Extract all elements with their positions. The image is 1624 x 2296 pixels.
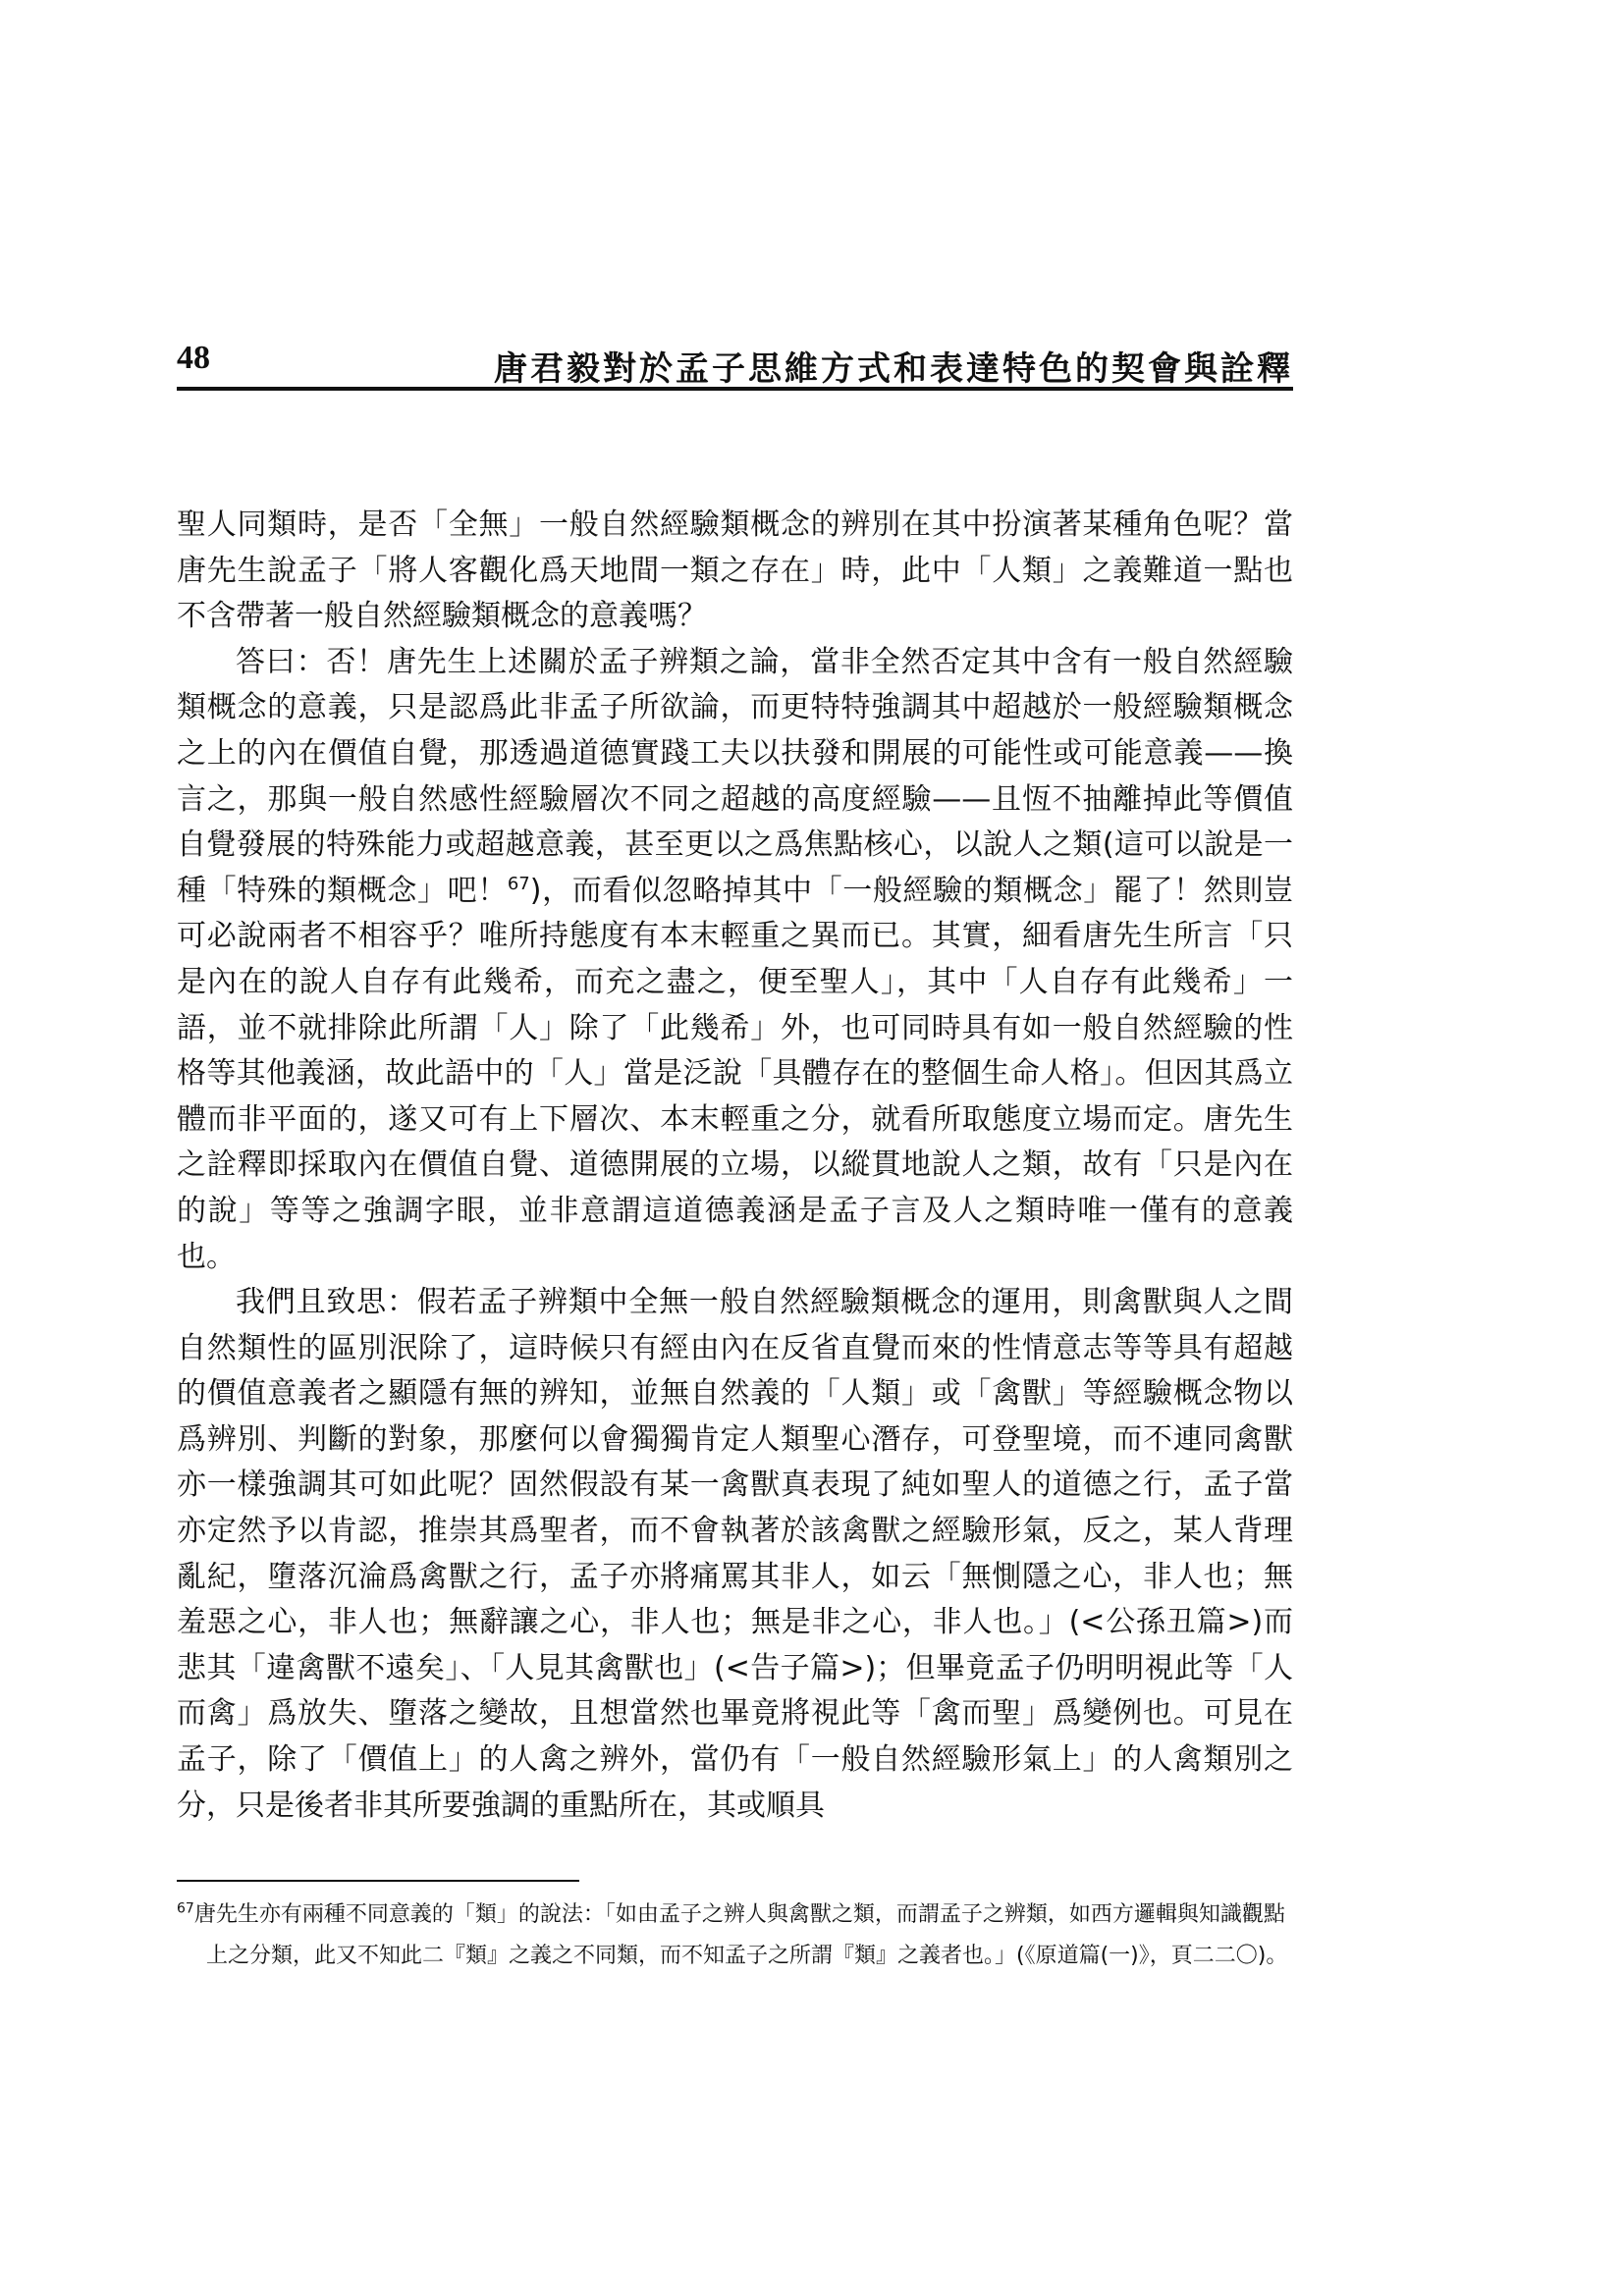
main-text <box>177 503 1293 1829</box>
running-title: 唐君毅對於孟子思維方式和表達特色的契會與詮釋 <box>494 349 1293 389</box>
footnote-reference: 67 <box>507 873 530 894</box>
footnote <box>177 1895 1293 1977</box>
paragraph-3: 我們且致思：假若孟子辨類中全無一般自然經驗類概念的運用，則禽獸與人之間自然類性的區別泯除了，這時候只有經由內在反省直覺而來的性情意志等等具有超越的價值意義者之顯隱有無的辨知，並無自然義的「人類」或「禽獸」等經驗概念物以爲辨別、判斷的對象，那麼何以會獨獨肯定人類聖心潛存，可登聖境，而不連同禽獸亦一樣強調其可如此呢？固然假設有某一禽獸真表現了純如聖人的道德之行，孟子當亦定然予以肯認，推崇其爲聖者，而不會執著於該禽獸之經驗形氣，反之，某人背理亂紀，墮落沉淪爲禽獸之行，孟子亦將痛罵其非人，如云「無惻隱之心，非人也；無羞惡之心，非人也；無辭讓之心，非人也；無是非之心，非人也。」(<公孫丑篇>)而悲其「違禽獸不遠矣」、「人見其禽獸也」(<告子篇>)；但畢竟孟子仍明明視此等「人而禽」爲放失、墮落之變故，且想當然也畢竟將視此等「禽而聖」爲變例也。可見在孟子，除了「價值上」的人禽之辨外，當仍有「一般自然經驗形氣上」的人禽類別之分，只是後者非其所要強調的重點所在，其或順具 <box>177 1285 1293 1823</box>
paragraph-2 <box>177 640 1293 1280</box>
footnote-divider <box>177 1880 579 1882</box>
page-header <box>177 340 1293 391</box>
footnote-text: 唐先生亦有兩種不同意義的「類」的說法：「如由孟子之辨人與禽獸之類，而謂孟子之辨類，如西方邏輯與知識觀點上之分類，此又不知此二『類』之義之不同類，而不知孟子之所謂『類』之義者也。」(《原道篇(一)》，頁二二〇)。 <box>193 1902 1288 1968</box>
footnote-marker: 67 <box>177 1900 194 1917</box>
paragraph-1: 聖人同類時，是否「全無」一般自然經驗類概念的辨別在其中扮演著某種角色呢？當唐先生說孟子「將人客觀化爲天地間一類之存在」時，此中「人類」之義難道一點也不含帶著一般自然經驗類概念的意義嗎？ <box>177 507 1293 634</box>
paragraph-2-part-a: 答曰：否！唐先生上述關於孟子辨類之論，當非全然否定其中含有一般自然經驗類概念的意義，只是認爲此非孟子所欲論，而更特特強調其中超越於一般經驗類概念之上的內在價值自覺，那透過道德實踐工夫以扶發和開展的可能性或可能意義——換言之，那與一般自然感性經驗層次不同之超越的高度經驗——且恆不抽離掉此等價值自覺發展的特殊能力或超越意義，甚至更以之爲焦點核心，以說人之類(這可以說是一種「特殊的類概念」吧！ <box>177 644 1293 908</box>
page-number: 48 <box>177 340 210 376</box>
paragraph-2-part-b: )，而看似忽略掉其中「一般經驗的類概念」罷了！然則豈可必說兩者不相容乎？唯所持態度有本末輕重之異而已。其實，細看唐先生所言「只是內在的說人自存有此幾希，而充之盡之，便至聖人」，其中「人自存有此幾希」一語，並不就排除此所謂「人」除了「此幾希」外，也可同時具有如一般自然經驗的性格等其他義涵，故此語中的「人」當是泛說「具體存在的整個生命人格」。但因其爲立體而非平面的，遂又可有上下層次、本末輕重之分，就看所取態度立場而定。唐先生之詮釋即採取內在價值自覺、道德開展的立場，以縱貫地說人之類，故有「只是內在的說」等等之強調字眼，並非意謂這道德義涵是孟子言及人之類時唯一僅有的意義也。 <box>177 873 1293 1274</box>
